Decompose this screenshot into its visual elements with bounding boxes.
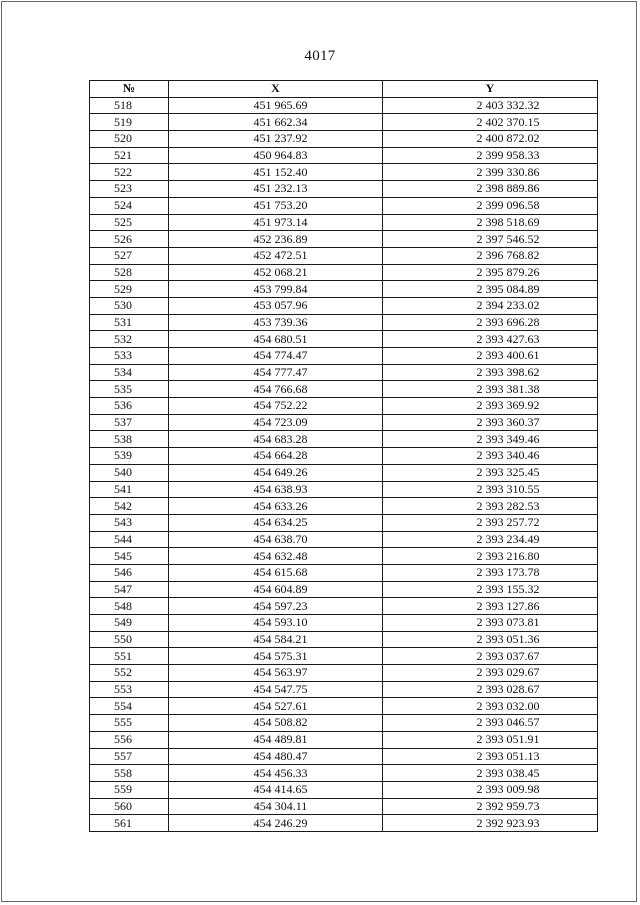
- y-coordinate-cell: 2 393 028.67: [383, 681, 598, 698]
- header-y: Y: [383, 81, 598, 98]
- table-row: [90, 531, 598, 548]
- table-row: [90, 414, 598, 431]
- y-coordinate-cell: 2 395 879.26: [383, 264, 598, 281]
- x-coordinate-cell: 454 774.47: [169, 348, 383, 365]
- x-coordinate-cell: 454 766.68: [169, 381, 383, 398]
- table-row: [90, 297, 598, 314]
- x-coordinate-cell: 454 723.09: [169, 414, 383, 431]
- point-number-cell: 546: [90, 564, 169, 581]
- point-number-cell: 560: [90, 798, 169, 815]
- x-coordinate-cell: 451 232.13: [169, 181, 383, 198]
- point-number-cell: 537: [90, 414, 169, 431]
- x-coordinate-cell: 451 973.14: [169, 214, 383, 231]
- y-coordinate-cell: 2 393 216.80: [383, 548, 598, 565]
- y-coordinate-cell: 2 399 958.33: [383, 147, 598, 164]
- x-coordinate-cell: 453 057.96: [169, 297, 383, 314]
- y-coordinate-cell: 2 393 155.32: [383, 581, 598, 598]
- y-coordinate-cell: 2 393 427.63: [383, 331, 598, 348]
- x-coordinate-cell: 454 575.31: [169, 648, 383, 665]
- y-coordinate-cell: 2 403 332.32: [383, 97, 598, 114]
- table-row: [90, 715, 598, 732]
- x-coordinate-cell: 454 649.26: [169, 464, 383, 481]
- point-number-cell: 540: [90, 464, 169, 481]
- x-coordinate-cell: 451 662.34: [169, 114, 383, 131]
- point-number-cell: 529: [90, 281, 169, 298]
- y-coordinate-cell: 2 394 233.02: [383, 297, 598, 314]
- x-coordinate-cell: 454 683.28: [169, 431, 383, 448]
- x-coordinate-cell: 451 237.92: [169, 131, 383, 148]
- x-coordinate-cell: 452 068.21: [169, 264, 383, 281]
- point-number-cell: 534: [90, 364, 169, 381]
- point-number-cell: 531: [90, 314, 169, 331]
- point-number-cell: 526: [90, 231, 169, 248]
- y-coordinate-cell: 2 393 038.45: [383, 765, 598, 782]
- y-coordinate-cell: 2 399 330.86: [383, 164, 598, 181]
- y-coordinate-cell: 2 393 696.28: [383, 314, 598, 331]
- x-coordinate-cell: 454 633.26: [169, 498, 383, 515]
- table-row: [90, 231, 598, 248]
- y-coordinate-cell: 2 393 381.38: [383, 381, 598, 398]
- x-coordinate-cell: 451 152.40: [169, 164, 383, 181]
- y-coordinate-cell: 2 393 051.91: [383, 731, 598, 748]
- x-coordinate-cell: 454 547.75: [169, 681, 383, 698]
- y-coordinate-cell: 2 393 325.45: [383, 464, 598, 481]
- table-row: [90, 615, 598, 632]
- y-coordinate-cell: 2 395 084.89: [383, 281, 598, 298]
- y-coordinate-cell: 2 393 360.37: [383, 414, 598, 431]
- table-row: [90, 348, 598, 365]
- table-row: [90, 398, 598, 415]
- table-row: [90, 514, 598, 531]
- x-coordinate-cell: 450 964.83: [169, 147, 383, 164]
- y-coordinate-cell: 2 393 173.78: [383, 564, 598, 581]
- table-row: [90, 281, 598, 298]
- x-coordinate-cell: 454 604.89: [169, 581, 383, 598]
- table-row: [90, 581, 598, 598]
- x-coordinate-cell: 454 304.11: [169, 798, 383, 815]
- y-coordinate-cell: 2 398 518.69: [383, 214, 598, 231]
- x-coordinate-cell: 454 593.10: [169, 615, 383, 632]
- table-header-row: [90, 81, 598, 98]
- table-row: [90, 631, 598, 648]
- y-coordinate-cell: 2 402 370.15: [383, 114, 598, 131]
- y-coordinate-cell: 2 393 400.61: [383, 348, 598, 365]
- header-x: X: [169, 81, 383, 98]
- x-coordinate-cell: 454 414.65: [169, 781, 383, 798]
- table-row: [90, 114, 598, 131]
- x-coordinate-cell: 454 584.21: [169, 631, 383, 648]
- point-number-cell: 557: [90, 748, 169, 765]
- table-body: [90, 97, 598, 831]
- point-number-cell: 548: [90, 598, 169, 615]
- x-coordinate-cell: 454 456.33: [169, 765, 383, 782]
- y-coordinate-cell: 2 397 546.52: [383, 231, 598, 248]
- table-row: [90, 131, 598, 148]
- point-number-cell: 545: [90, 548, 169, 565]
- y-coordinate-cell: 2 393 398.62: [383, 364, 598, 381]
- y-coordinate-cell: 2 393 037.67: [383, 648, 598, 665]
- table-row: [90, 815, 598, 832]
- table-row: [90, 748, 598, 765]
- x-coordinate-cell: 452 236.89: [169, 231, 383, 248]
- table-row: [90, 247, 598, 264]
- coordinates-table: [89, 80, 598, 832]
- point-number-cell: 536: [90, 398, 169, 415]
- y-coordinate-cell: 2 393 257.72: [383, 514, 598, 531]
- point-number-cell: 530: [90, 297, 169, 314]
- point-number-cell: 522: [90, 164, 169, 181]
- y-coordinate-cell: 2 393 234.49: [383, 531, 598, 548]
- table-row: [90, 648, 598, 665]
- point-number-cell: 552: [90, 665, 169, 682]
- y-coordinate-cell: 2 392 959.73: [383, 798, 598, 815]
- table-row: [90, 181, 598, 198]
- x-coordinate-cell: 454 777.47: [169, 364, 383, 381]
- y-coordinate-cell: 2 393 029.67: [383, 665, 598, 682]
- point-number-cell: 518: [90, 97, 169, 114]
- header-number: №: [90, 81, 169, 98]
- table-row: [90, 481, 598, 498]
- y-coordinate-cell: 2 393 127.86: [383, 598, 598, 615]
- x-coordinate-cell: 451 753.20: [169, 197, 383, 214]
- point-number-cell: 556: [90, 731, 169, 748]
- y-coordinate-cell: 2 400 872.02: [383, 131, 598, 148]
- table-row: [90, 665, 598, 682]
- point-number-cell: 550: [90, 631, 169, 648]
- x-coordinate-cell: 454 597.23: [169, 598, 383, 615]
- y-coordinate-cell: 2 393 073.81: [383, 615, 598, 632]
- point-number-cell: 549: [90, 615, 169, 632]
- point-number-cell: 547: [90, 581, 169, 598]
- table-row: [90, 564, 598, 581]
- point-number-cell: 521: [90, 147, 169, 164]
- point-number-cell: 519: [90, 114, 169, 131]
- table-row: [90, 548, 598, 565]
- point-number-cell: 541: [90, 481, 169, 498]
- y-coordinate-cell: 2 393 009.98: [383, 781, 598, 798]
- y-coordinate-cell: 2 393 369.92: [383, 398, 598, 415]
- point-number-cell: 561: [90, 815, 169, 832]
- x-coordinate-cell: 454 752.22: [169, 398, 383, 415]
- point-number-cell: 523: [90, 181, 169, 198]
- x-coordinate-cell: 453 799.84: [169, 281, 383, 298]
- x-coordinate-cell: 454 634.25: [169, 514, 383, 531]
- y-coordinate-cell: 2 393 032.00: [383, 698, 598, 715]
- table-row: [90, 364, 598, 381]
- x-coordinate-cell: 454 246.29: [169, 815, 383, 832]
- table-row: [90, 197, 598, 214]
- table-row: [90, 598, 598, 615]
- table-row: [90, 147, 598, 164]
- table-row: [90, 448, 598, 465]
- x-coordinate-cell: 454 632.48: [169, 548, 383, 565]
- table-row: [90, 381, 598, 398]
- table-row: [90, 731, 598, 748]
- y-coordinate-cell: 2 393 340.46: [383, 448, 598, 465]
- table-row: [90, 431, 598, 448]
- point-number-cell: 532: [90, 331, 169, 348]
- table-row: [90, 264, 598, 281]
- point-number-cell: 551: [90, 648, 169, 665]
- y-coordinate-cell: 2 393 051.13: [383, 748, 598, 765]
- y-coordinate-cell: 2 398 889.86: [383, 181, 598, 198]
- x-coordinate-cell: 454 527.61: [169, 698, 383, 715]
- point-number-cell: 533: [90, 348, 169, 365]
- x-coordinate-cell: 454 563.97: [169, 665, 383, 682]
- x-coordinate-cell: 454 638.93: [169, 481, 383, 498]
- y-coordinate-cell: 2 393 046.57: [383, 715, 598, 732]
- x-coordinate-cell: 454 680.51: [169, 331, 383, 348]
- point-number-cell: 543: [90, 514, 169, 531]
- x-coordinate-cell: 454 508.82: [169, 715, 383, 732]
- x-coordinate-cell: 454 638.70: [169, 531, 383, 548]
- y-coordinate-cell: 2 393 349.46: [383, 431, 598, 448]
- x-coordinate-cell: 451 965.69: [169, 97, 383, 114]
- table-row: [90, 464, 598, 481]
- table-row: [90, 765, 598, 782]
- point-number-cell: 558: [90, 765, 169, 782]
- x-coordinate-cell: 454 664.28: [169, 448, 383, 465]
- table-row: [90, 798, 598, 815]
- table-row: [90, 331, 598, 348]
- x-coordinate-cell: 453 739.36: [169, 314, 383, 331]
- y-coordinate-cell: 2 393 282.53: [383, 498, 598, 515]
- point-number-cell: 528: [90, 264, 169, 281]
- table-row: [90, 498, 598, 515]
- table-row: [90, 97, 598, 114]
- y-coordinate-cell: 2 396 768.82: [383, 247, 598, 264]
- table-row: [90, 681, 598, 698]
- point-number-cell: 542: [90, 498, 169, 515]
- point-number-cell: 525: [90, 214, 169, 231]
- table-row: [90, 781, 598, 798]
- x-coordinate-cell: 454 480.47: [169, 748, 383, 765]
- point-number-cell: 539: [90, 448, 169, 465]
- point-number-cell: 524: [90, 197, 169, 214]
- table-row: [90, 698, 598, 715]
- point-number-cell: 554: [90, 698, 169, 715]
- point-number-cell: 555: [90, 715, 169, 732]
- table-row: [90, 164, 598, 181]
- point-number-cell: 535: [90, 381, 169, 398]
- x-coordinate-cell: 454 489.81: [169, 731, 383, 748]
- point-number-cell: 538: [90, 431, 169, 448]
- point-number-cell: 544: [90, 531, 169, 548]
- x-coordinate-cell: 454 615.68: [169, 564, 383, 581]
- x-coordinate-cell: 452 472.51: [169, 247, 383, 264]
- y-coordinate-cell: 2 399 096.58: [383, 197, 598, 214]
- table-row: [90, 314, 598, 331]
- y-coordinate-cell: 2 392 923.93: [383, 815, 598, 832]
- point-number-cell: 520: [90, 131, 169, 148]
- y-coordinate-cell: 2 393 051.36: [383, 631, 598, 648]
- table-row: [90, 214, 598, 231]
- y-coordinate-cell: 2 393 310.55: [383, 481, 598, 498]
- point-number-cell: 527: [90, 247, 169, 264]
- point-number-cell: 559: [90, 781, 169, 798]
- point-number-cell: 553: [90, 681, 169, 698]
- page-number: 4017: [304, 48, 336, 64]
